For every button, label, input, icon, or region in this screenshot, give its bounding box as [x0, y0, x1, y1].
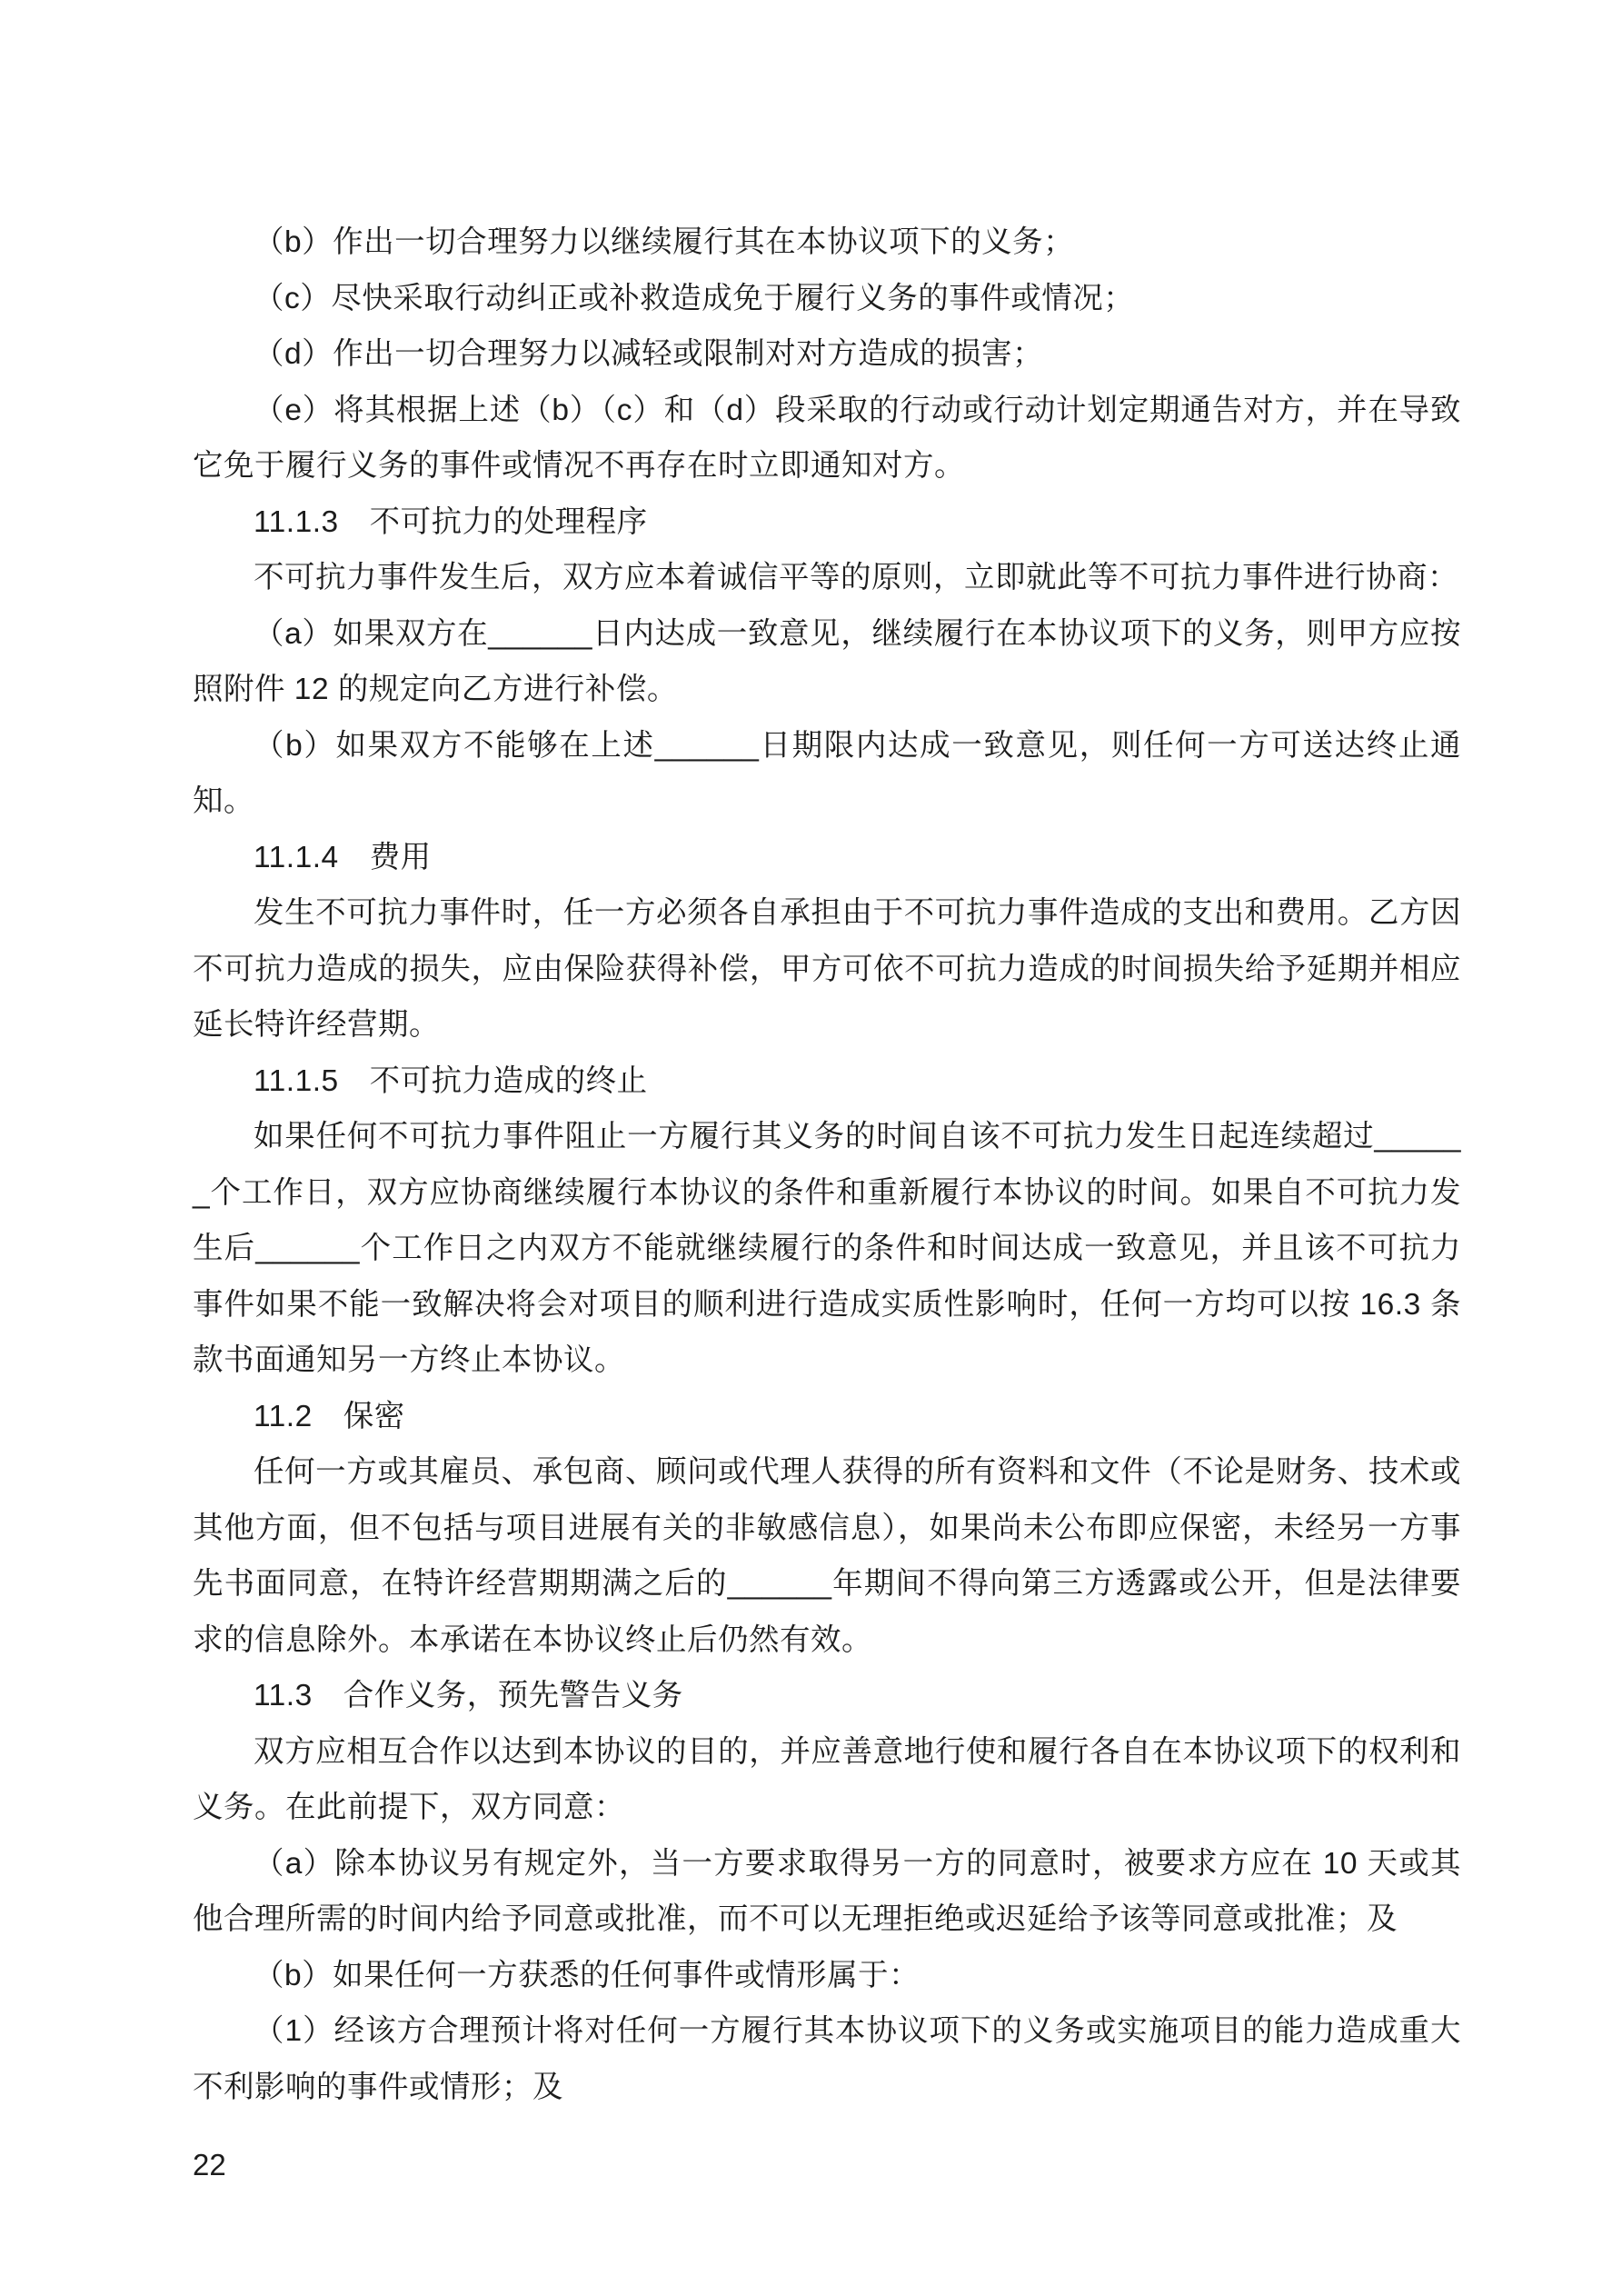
document-body	[193, 215, 1461, 2115]
clause-item-b-continue-obligations: （b）作出一切合理努力以继续履行其在本协议项下的义务；	[254, 225, 1075, 259]
para-termination-conditions: 如果任何不可抗力事件阻止一方履行其义务的时间自该不可抗力发生日起连续超过______个工作日，双方应协商继续履行本协议的条件和重新履行本协议的时间。如果自不可抗力发生后______个工作日之内双方不能就继续履行的条件和时间达成一致意见，并且该不可抗力事件如果不能一致解决将会对项目的顺利进行造成实质性影响时，任何一方均可以按 16.3 条款书面通知另一方终止本协议。	[193, 1120, 1461, 1377]
clause-item-c-remedy-actions: （c）尽快采取行动纠正或补救造成免于履行义务的事件或情况；	[254, 281, 1135, 315]
heading-11-3-cooperation-warning-obligations: 11.3 合作义务，预先警告义务	[254, 1679, 683, 1712]
clause-item-b-termination-notice: （b）如果双方不能够在上述______日期限内达成一致意见，则任何一方可送达终止通知。	[193, 728, 1461, 818]
heading-11-1-5-termination-by-force-majeure: 11.1.5 不可抗力造成的终止	[254, 1063, 648, 1098]
clause-item-b-awareness-of-events: （b）如果任何一方获悉的任何事件或情形属于：	[254, 1958, 920, 1992]
clause-item-e-notify-other-party: （e）将其根据上述（b）（c）和（d）段采取的行动或行动计划定期通告对方，并在导致它免于履行义务的事件或情况不再存在时立即通知对方。	[193, 393, 1461, 483]
para-force-majeure-consultation: 不可抗力事件发生后，双方应本着诚信平等的原则，立即就此等不可抗力事件进行协商：	[254, 561, 1458, 594]
heading-11-1-3-force-majeure-procedure: 11.1.3 不可抗力的处理程序	[254, 504, 648, 539]
para-confidentiality-obligation: 任何一方或其雇员、承包商、顾问或代理人获得的所有资料和文件（不论是财务、技术或其他方面，但不包括与项目进展有关的非敏感信息），如果尚未公布即应保密，未经另一方事先书面同意，在特许经营期期满之后的______年期间不得向第三方透露或公开，但是法律要求的信息除外。本承诺在本协议终止后仍然有效。	[193, 1455, 1461, 1657]
heading-11-2-confidentiality: 11.2 保密	[254, 1399, 405, 1433]
clause-item-a-consent-approval: （a）除本协议另有规定外，当一方要求取得另一方的同意时，被要求方应在 10 天或其他合理所需的时间内给予同意或批准，而不可以无理拒绝或迟延给予该等同意或批准；及	[193, 1846, 1461, 1936]
para-costs-and-insurance: 发生不可抗力事件时，任一方必须各自承担由于不可抗力事件造成的支出和费用。乙方因不可抗力造成的损失，应由保险获得补偿，甲方可依不可抗力造成的时间损失给予延期并相应延长特许经营期。	[193, 896, 1461, 1042]
clause-item-a-agreement-compensation: （a）如果双方在______日内达成一致意见，继续履行在本协议项下的义务，则甲方应按照附件 12 的规定向乙方进行补偿。	[193, 616, 1461, 706]
heading-11-1-4-costs: 11.1.4 费用	[254, 840, 432, 874]
page-number: 22	[193, 2148, 226, 2181]
para-mutual-cooperation: 双方应相互合作以达到本协议的目的，并应善意地行使和履行各自在本协议项下的权利和义务。在此前提下，双方同意：	[193, 1734, 1461, 1824]
clause-item-d-mitigate-damage: （d）作出一切合理努力以减轻或限制对对方造成的损害；	[254, 337, 1044, 371]
clause-item-1-material-adverse-effect: （1）经该方合理预计将对任何一方履行其本协议项下的义务或实施项目的能力造成重大不利影响的事件或情形；及	[193, 2014, 1461, 2104]
